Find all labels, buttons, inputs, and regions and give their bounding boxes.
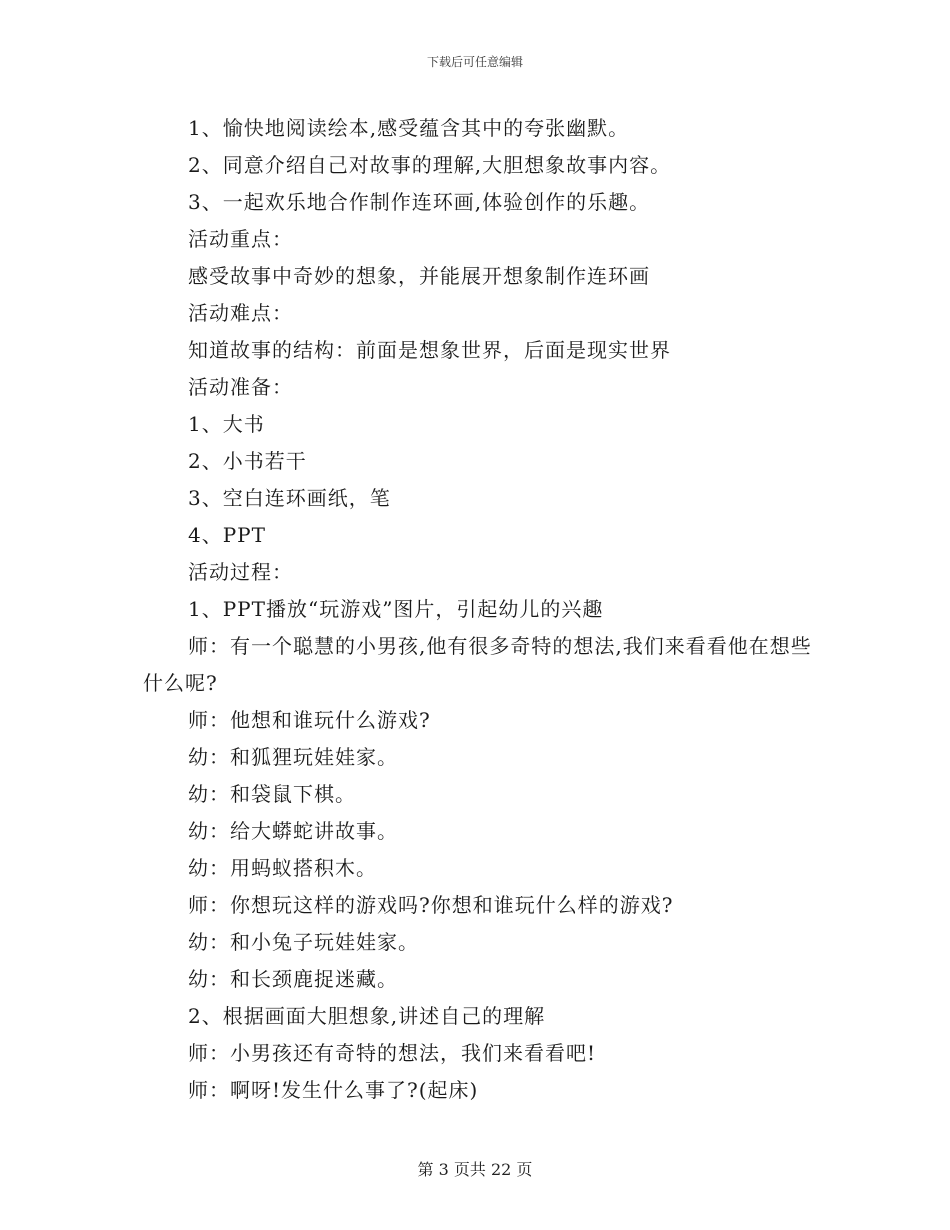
text-line: 师：小男孩还有奇特的想法，我们来看看吧! <box>188 1041 597 1065</box>
section-heading: 活动准备： <box>188 375 293 399</box>
text-line: 2、根据画面大胆想象,讲述自己的理解 <box>188 1004 546 1028</box>
page-footer: 第 3 页共 22 页 <box>417 1160 533 1179</box>
text-line: 幼：给大蟒蛇讲故事。 <box>188 819 398 843</box>
text-line: 知道故事的结构：前面是想象世界，后面是现实世界 <box>188 338 671 362</box>
text-line: 2、小书若干 <box>188 449 307 473</box>
text-line: 2、同意介绍自己对故事的理解,大胆想象故事内容。 <box>188 153 672 177</box>
text-line: 师：你想玩这样的游戏吗?你想和谁玩什么样的游戏? <box>188 893 674 917</box>
section-heading: 活动过程： <box>188 560 293 584</box>
text-line: 幼：和狐狸玩娃娃家。 <box>188 745 398 769</box>
page-header: 下载后可任意编辑 <box>426 55 523 69</box>
text-line: 1、愉快地阅读绘本,感受蕴含其中的夸张幽默。 <box>188 116 630 140</box>
text-line: 感受故事中奇妙的想象，并能展开想象制作连环画 <box>188 264 650 288</box>
text-line: 幼：和小兔子玩娃娃家。 <box>188 930 419 954</box>
text-line: 幼：和袋鼠下棋。 <box>188 782 356 806</box>
text-line: 幼：用蚂蚁搭积木。 <box>188 856 377 880</box>
section-heading: 活动难点： <box>188 301 293 325</box>
text-paragraph: 师：有一个聪慧的小男孩,他有很多奇特的想法,我们来看看他在想些什么呢? <box>143 634 812 695</box>
text-line: 幼：和长颈鹿捉迷藏。 <box>188 967 398 991</box>
text-line: 4、PPT <box>188 523 266 547</box>
text-line: 师：啊呀!发生什么事了?(起床) <box>188 1078 479 1102</box>
text-line: 3、空白连环画纸，笔 <box>188 486 391 510</box>
text-line: 1、PPT播放“玩游戏”图片，引起幼儿的兴趣 <box>188 597 604 621</box>
text-line: 1、大书 <box>188 412 265 436</box>
section-heading: 活动重点： <box>188 227 293 251</box>
document-body <box>143 110 823 1109</box>
text-line: 3、一起欢乐地合作制作连环画,体验创作的乐趣。 <box>188 190 651 214</box>
text-line: 师：他想和谁玩什么游戏? <box>188 708 431 732</box>
